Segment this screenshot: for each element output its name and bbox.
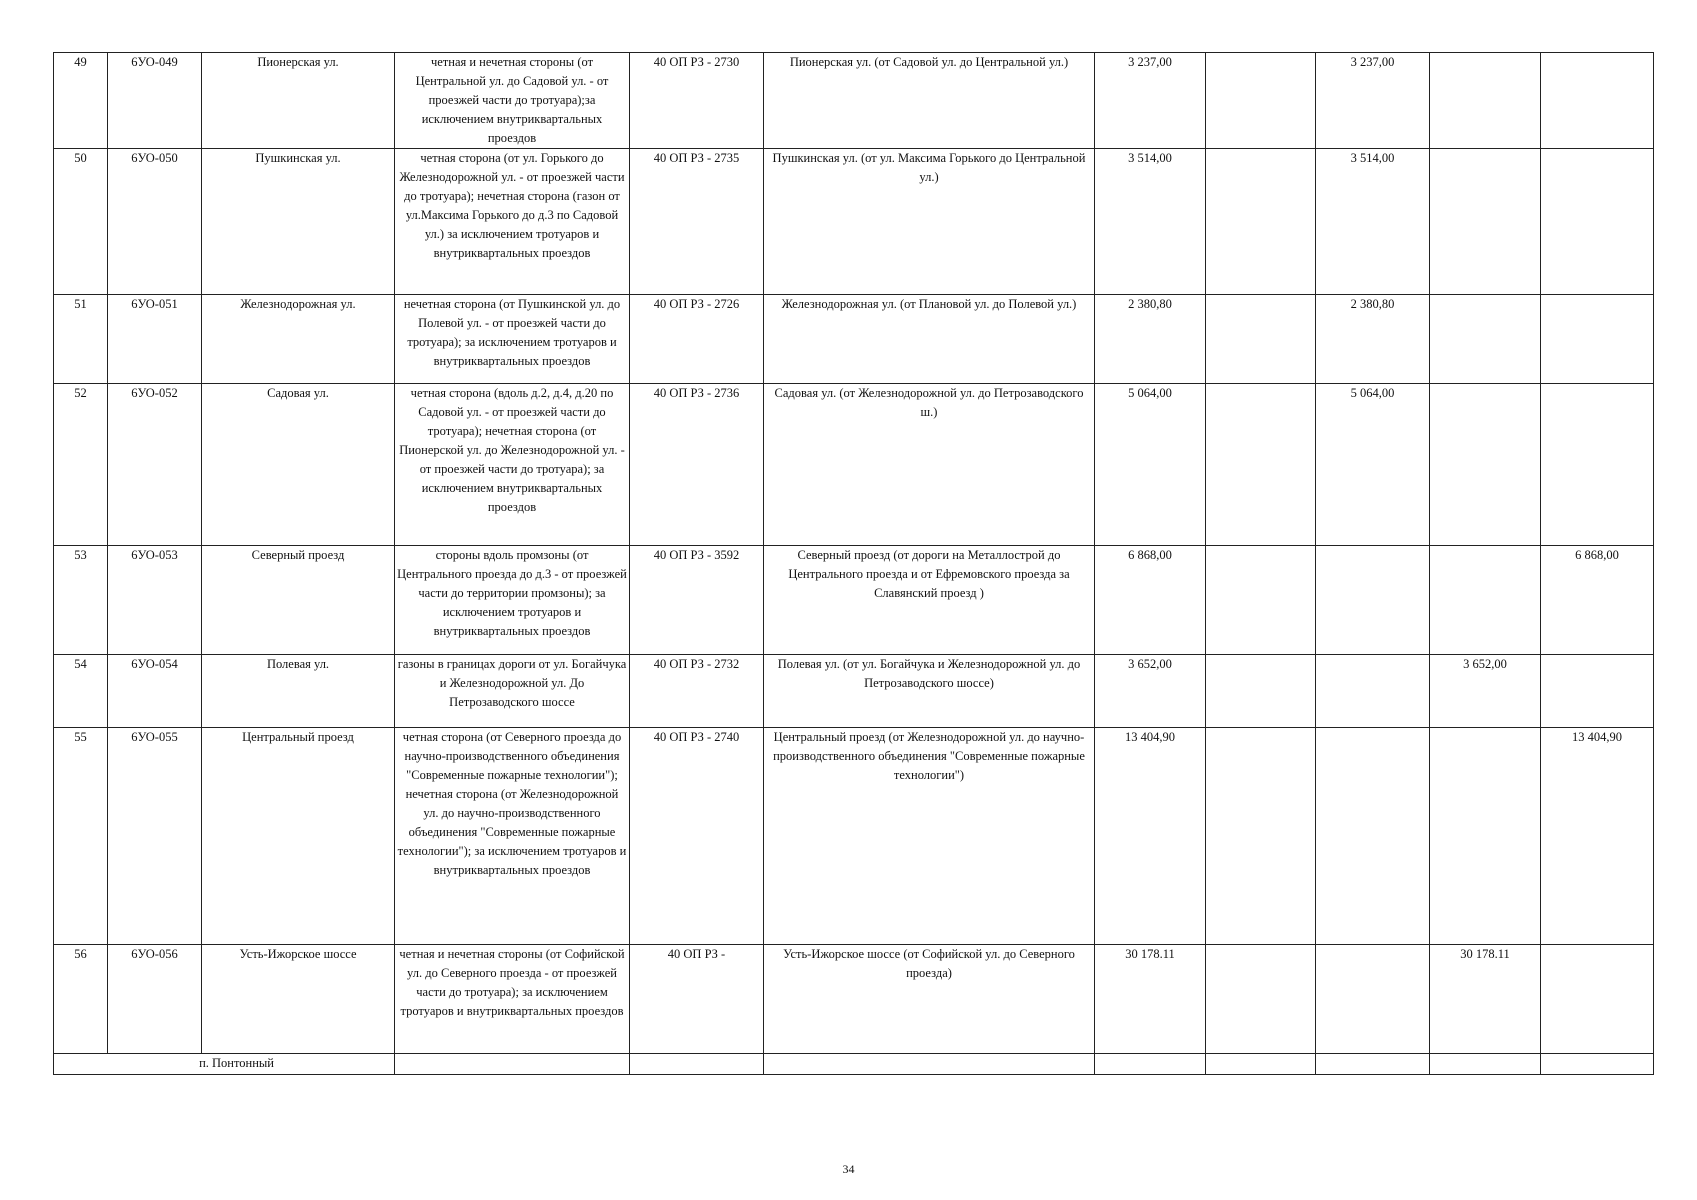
area-col-4: 6 868,00: [1541, 546, 1654, 655]
road-section: Центральный проезд (от Железнодорожной ул. до научно-производственного объединения "Современные пожарные технологии"): [764, 728, 1095, 945]
area-col-4: [1541, 384, 1654, 546]
settlement-label: п. Понтонный: [54, 1054, 395, 1075]
row-code: 6УО-052: [108, 384, 202, 546]
table-row: [54, 53, 1654, 149]
area-col-2: 5 064,00: [1316, 384, 1430, 546]
row-number: 50: [54, 149, 108, 295]
street-name: Садовая ул.: [202, 384, 395, 546]
table-row: [54, 295, 1654, 384]
area-col-2: 3 514,00: [1316, 149, 1430, 295]
street-name: Пионерская ул.: [202, 53, 395, 149]
footer-empty-cell: [630, 1054, 764, 1075]
description: четная и нечетная стороны (от Центральной ул. до Садовой ул. - от проезжей части до тротуара);за исключением внутриквартальных проездов: [395, 53, 630, 149]
row-number: 54: [54, 655, 108, 728]
road-id: 40 ОП РЗ - 2730: [630, 53, 764, 149]
area-col-1: [1206, 945, 1316, 1054]
area-col-4: [1541, 53, 1654, 149]
page-number: 34: [842, 1162, 855, 1176]
area-total: 13 404,90: [1095, 728, 1206, 945]
row-number: 55: [54, 728, 108, 945]
area-col-2: [1316, 546, 1430, 655]
area-total: 30 178.11: [1095, 945, 1206, 1054]
table-row: [54, 655, 1654, 728]
row-number: 53: [54, 546, 108, 655]
area-col-1: [1206, 53, 1316, 149]
road-section: Северный проезд (от дороги на Металлострой до Центрального проезда и от Ефремовского проезда за Славянский проезд ): [764, 546, 1095, 655]
area-col-4: [1541, 295, 1654, 384]
row-code: 6УО-054: [108, 655, 202, 728]
area-col-1: [1206, 149, 1316, 295]
street-name: Центральный проезд: [202, 728, 395, 945]
area-col-3: 30 178.11: [1430, 945, 1541, 1054]
area-total: 2 380,80: [1095, 295, 1206, 384]
description: нечетная сторона (от Пушкинской ул. до Полевой ул. - от проезжей части до тротуара); за исключением тротуаров и внутриквартальных проездов: [395, 295, 630, 384]
street-name: Усть-Ижорское шоссе: [202, 945, 395, 1054]
area-col-1: [1206, 384, 1316, 546]
road-section: Железнодорожная ул. (от Плановой ул. до Полевой ул.): [764, 295, 1095, 384]
road-section: Пионерская ул. (от Садовой ул. до Центральной ул.): [764, 53, 1095, 149]
footer-empty-cell: [395, 1054, 630, 1075]
footer-empty-cell: [1095, 1054, 1206, 1075]
footer-empty-cell: [1541, 1054, 1654, 1075]
area-col-2: 2 380,80: [1316, 295, 1430, 384]
row-number: 56: [54, 945, 108, 1054]
table-footer-row: [54, 1054, 1654, 1075]
area-total: 5 064,00: [1095, 384, 1206, 546]
area-col-3: [1430, 53, 1541, 149]
description: четная сторона (от Северного проезда до научно-производственного объединения "Современные пожарные технологии"); нечетная сторона (от Железнодорожной ул. до научно-производственного объединения "Современные пожарные технологии"); за исключением тротуаров и внутриквартальных проездов: [395, 728, 630, 945]
road-id: 40 ОП РЗ - 2740: [630, 728, 764, 945]
street-name: Полевая ул.: [202, 655, 395, 728]
area-col-3: [1430, 384, 1541, 546]
road-section: Полевая ул. (от ул. Богайчука и Железнодорожной ул. до Петрозаводского шоссе): [764, 655, 1095, 728]
road-id: 40 ОП РЗ -: [630, 945, 764, 1054]
road-section: Пушкинская ул. (от ул. Максима Горького до Центральной ул.): [764, 149, 1095, 295]
area-col-4: 13 404,90: [1541, 728, 1654, 945]
area-col-4: [1541, 149, 1654, 295]
road-section: Садовая ул. (от Железнодорожной ул. до Петрозаводского ш.): [764, 384, 1095, 546]
area-col-2: 3 237,00: [1316, 53, 1430, 149]
area-col-1: [1206, 295, 1316, 384]
row-number: 51: [54, 295, 108, 384]
row-code: 6УО-049: [108, 53, 202, 149]
street-name: Северный проезд: [202, 546, 395, 655]
road-id: 40 ОП РЗ - 2736: [630, 384, 764, 546]
area-col-1: [1206, 728, 1316, 945]
street-name: Пушкинская ул.: [202, 149, 395, 295]
area-col-2: [1316, 728, 1430, 945]
area-col-2: [1316, 945, 1430, 1054]
table-row: [54, 945, 1654, 1054]
document-page: [53, 52, 1653, 1075]
row-code: 6УО-055: [108, 728, 202, 945]
area-col-1: [1206, 655, 1316, 728]
road-id: 40 ОП РЗ - 2732: [630, 655, 764, 728]
description: стороны вдоль промзоны (от Центрального проезда до д.3 - от проезжей части до территории промзоны); за исключением тротуаров и внутриквартальных проездов: [395, 546, 630, 655]
area-col-1: [1206, 546, 1316, 655]
area-total: 3 237,00: [1095, 53, 1206, 149]
area-total: 3 652,00: [1095, 655, 1206, 728]
table-row: [54, 149, 1654, 295]
area-total: 3 514,00: [1095, 149, 1206, 295]
row-code: 6УО-051: [108, 295, 202, 384]
row-number: 52: [54, 384, 108, 546]
area-col-3: [1430, 149, 1541, 295]
row-code: 6УО-056: [108, 945, 202, 1054]
area-col-3: [1430, 546, 1541, 655]
row-code: 6УО-053: [108, 546, 202, 655]
footer-empty-cell: [764, 1054, 1095, 1075]
table-row: [54, 546, 1654, 655]
area-col-3: [1430, 728, 1541, 945]
table-row: [54, 728, 1654, 945]
road-id: 40 ОП РЗ - 2726: [630, 295, 764, 384]
description: газоны в границах дороги от ул. Богайчука и Железнодорожной ул. До Петрозаводского шоссе: [395, 655, 630, 728]
footer-empty-cell: [1430, 1054, 1541, 1075]
road-id: 40 ОП РЗ - 3592: [630, 546, 764, 655]
area-col-2: [1316, 655, 1430, 728]
description: четная сторона (от ул. Горького до Железнодорожной ул. - от проезжей части до тротуара); нечетная сторона (газон от ул.Максима Горького до д.3 по Садовой ул.) за исключением тротуаров и внутриквартальных проездов: [395, 149, 630, 295]
row-code: 6УО-050: [108, 149, 202, 295]
area-col-3: 3 652,00: [1430, 655, 1541, 728]
table-row: [54, 384, 1654, 546]
description: четная и нечетная стороны (от Софийской ул. до Северного проезда - от проезжей части до тротуара); за исключением тротуаров и внутриквартальных проездов: [395, 945, 630, 1054]
area-total: 6 868,00: [1095, 546, 1206, 655]
area-col-4: [1541, 945, 1654, 1054]
road-section: Усть-Ижорское шоссе (от Софийской ул. до Северного проезда): [764, 945, 1095, 1054]
roads-table: [53, 52, 1654, 1075]
footer-empty-cell: [1206, 1054, 1316, 1075]
description: четная сторона (вдоль д.2, д.4, д.20 по Садовой ул. - от проезжей части до тротуара); нечетная сторона (от Пионерской ул. до Железнодорожной ул. - от проезжей части до тротуара); за исключением внутриквартальных проездов: [395, 384, 630, 546]
row-number: 49: [54, 53, 108, 149]
footer-empty-cell: [1316, 1054, 1430, 1075]
area-col-3: [1430, 295, 1541, 384]
street-name: Железнодорожная ул.: [202, 295, 395, 384]
area-col-4: [1541, 655, 1654, 728]
road-id: 40 ОП РЗ - 2735: [630, 149, 764, 295]
